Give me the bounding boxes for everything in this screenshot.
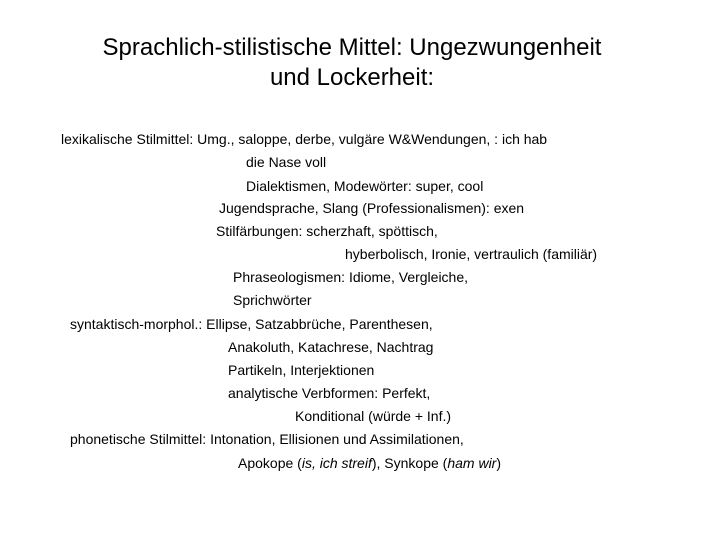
synkope-example: ham wir — [447, 455, 497, 471]
body-line-partikeln: Partikeln, Interjektionen — [228, 362, 375, 378]
body-line-phraseologismen: Phraseologismen: Idiome, Vergleiche, — [233, 269, 469, 285]
body-line-syntaktisch: syntaktisch-morphol.: Ellipse, Satzabbrüche, Parenthesen, — [70, 316, 433, 332]
body-line-sprichwoerter: Sprichwörter — [233, 292, 312, 308]
body-line-apokope — [238, 454, 501, 472]
apokope-prefix: Apokope ( — [238, 455, 302, 471]
body-line-hyperbolisch: hyberbolisch, Ironie, vertraulich (familiär) — [345, 246, 598, 262]
body-line-verbformen: analytische Verbformen: Perfekt, — [228, 385, 431, 401]
slide-title-line-1: Sprachlich-stilistische Mittel: Ungezwungenheit — [102, 34, 602, 61]
apokope-example: is, ich streif — [301, 455, 372, 471]
synkope-prefix: ), Synkope ( — [371, 455, 448, 471]
synkope-suffix: ) — [496, 455, 502, 471]
body-line-stilfaerbungen: Stilfärbungen: scherzhaft, spöttisch, — [216, 223, 438, 239]
slide-title-line-2: und Lockerheit: — [269, 64, 435, 91]
body-line-konditional: Konditional (würde + Inf.) — [295, 408, 452, 424]
slide-title — [0, 33, 704, 93]
body-line-lexikalische: lexikalische Stilmittel: Umg., saloppe, derbe, vulgäre W&Wendungen, : ich hab — [61, 131, 548, 147]
body-line-anakoluth: Anakoluth, Katachrese, Nachtrag — [228, 339, 434, 355]
body-line-phonetische: phonetische Stilmittel: Intonation, Ellisionen und Assimilationen, — [70, 431, 464, 447]
body-line-dialektismen: Dialektismen, Modewörter: super, cool — [246, 178, 484, 194]
body-line-jugendsprache: Jugendsprache, Slang (Professionalismen): exen — [219, 200, 525, 216]
body-line-nase-voll: die Nase voll — [246, 154, 327, 170]
